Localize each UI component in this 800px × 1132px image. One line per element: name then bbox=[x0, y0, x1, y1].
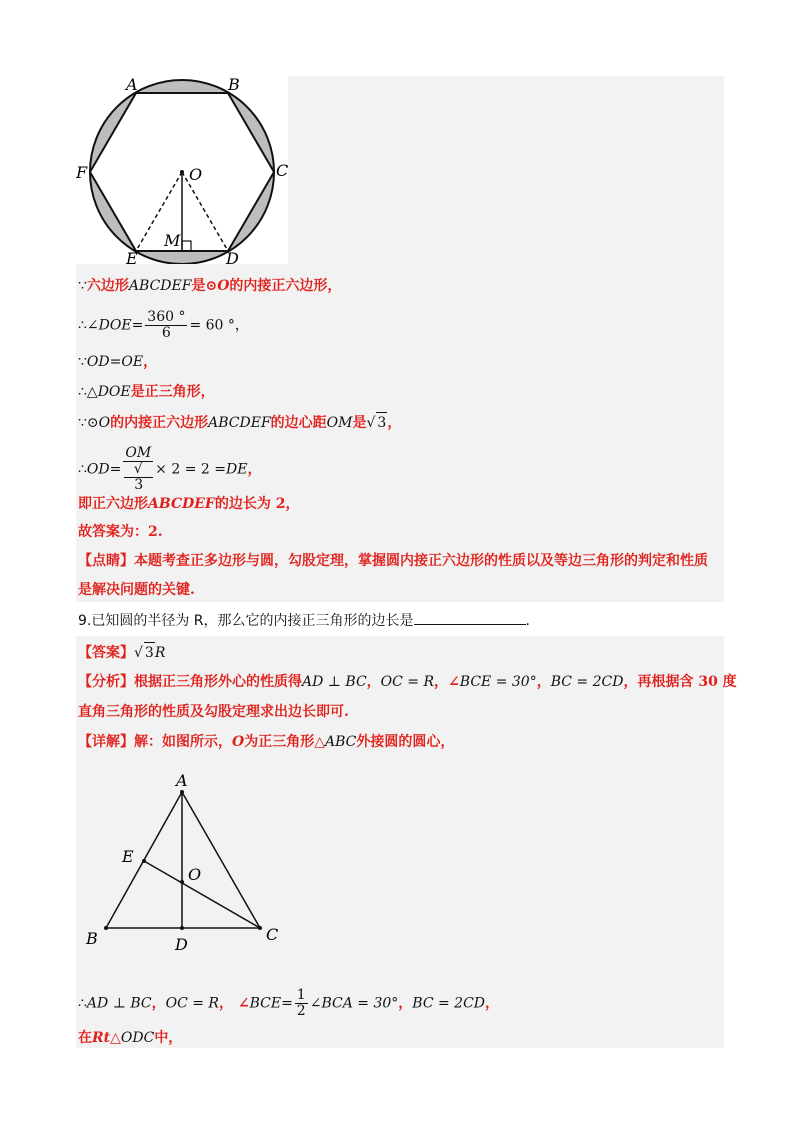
hexagon-in-circle-figure bbox=[76, 76, 288, 264]
line-comment-2: 是解决问题的关键. bbox=[78, 582, 195, 598]
line-angle-doe: ∴∠DOE= $\frac{360 ^\circ}{6}$ = 60 °， bbox=[78, 309, 249, 341]
line-side-length: 即正六边形ABCDEF的边长为 2， bbox=[78, 496, 300, 512]
final-line-1: ∴AD ⊥ BC，OC = R， ∠BCE= $\frac{1}{2}$ ∠BCA = 30°，BC = 2CD， bbox=[78, 987, 500, 1019]
fraction-om-over-sqrt3: OM √ 3 bbox=[125, 445, 152, 493]
question-9: 9.已知圆的半径为 R，那么它的内接正三角形的边长是 . bbox=[78, 610, 530, 631]
answer-line: 【答案】√ 3R bbox=[78, 642, 165, 663]
fraction-1-over-2: $\frac{1}{2}$ bbox=[296, 987, 306, 1019]
label-A: A bbox=[176, 771, 188, 790]
label-D: D bbox=[175, 935, 188, 954]
label-E: E bbox=[126, 249, 138, 264]
final-line-2: 在Rt△ODC中， bbox=[78, 1030, 183, 1046]
label-A: A bbox=[126, 76, 138, 94]
line-apothem: ∵⊙O的内接正六边形ABCDEF的边心距OM是√ 3， bbox=[78, 412, 401, 433]
line-equilateral-doe: ∴△DOE是正三角形， bbox=[78, 384, 215, 400]
label-D: D bbox=[226, 249, 239, 264]
line-answer-2: 故答案为：2. bbox=[78, 524, 163, 540]
line-comment-1: 【点睛】本题考查正多边形与圆，勾股定理，掌握圆内接正六边形的性质以及等边三角形的判定和性质 bbox=[78, 553, 708, 569]
line-hexagon-inscribed: ∵六边形ABCDEF是⊙O的内接正六边形， bbox=[78, 278, 342, 294]
label-B: B bbox=[86, 929, 98, 948]
analysis-line-2: 直角三角形的性质及勾股定理求出边长即可. bbox=[78, 704, 349, 720]
line-od-computation: ∴OD= OM √ 3 × 2 = 2 =DE， bbox=[78, 445, 262, 493]
analysis-line-1: 【分析】根据正三角形外心的性质得AD ⊥ BC，OC = R，∠BCE = 30°，BC = 2CD，再根据含 30 度 bbox=[78, 674, 737, 690]
label-M: M bbox=[164, 231, 181, 250]
fraction-360-over-6: $\frac{360 ^\circ}{6}$ bbox=[147, 309, 186, 341]
answer-blank bbox=[414, 610, 526, 625]
label-B: B bbox=[228, 76, 240, 94]
label-O: O bbox=[188, 865, 202, 884]
label-E: E bbox=[122, 847, 134, 866]
label-C: C bbox=[266, 925, 279, 944]
label-C: C bbox=[276, 161, 288, 180]
detail-line: 【详解】解：如图所示，O为正三角形△ABC外接圆的圆心， bbox=[78, 734, 455, 750]
triangle-figure bbox=[76, 768, 296, 958]
label-F: F bbox=[76, 163, 88, 182]
line-od-eq-oe: ∵OD=OE， bbox=[78, 354, 158, 370]
label-O: O bbox=[189, 165, 203, 184]
